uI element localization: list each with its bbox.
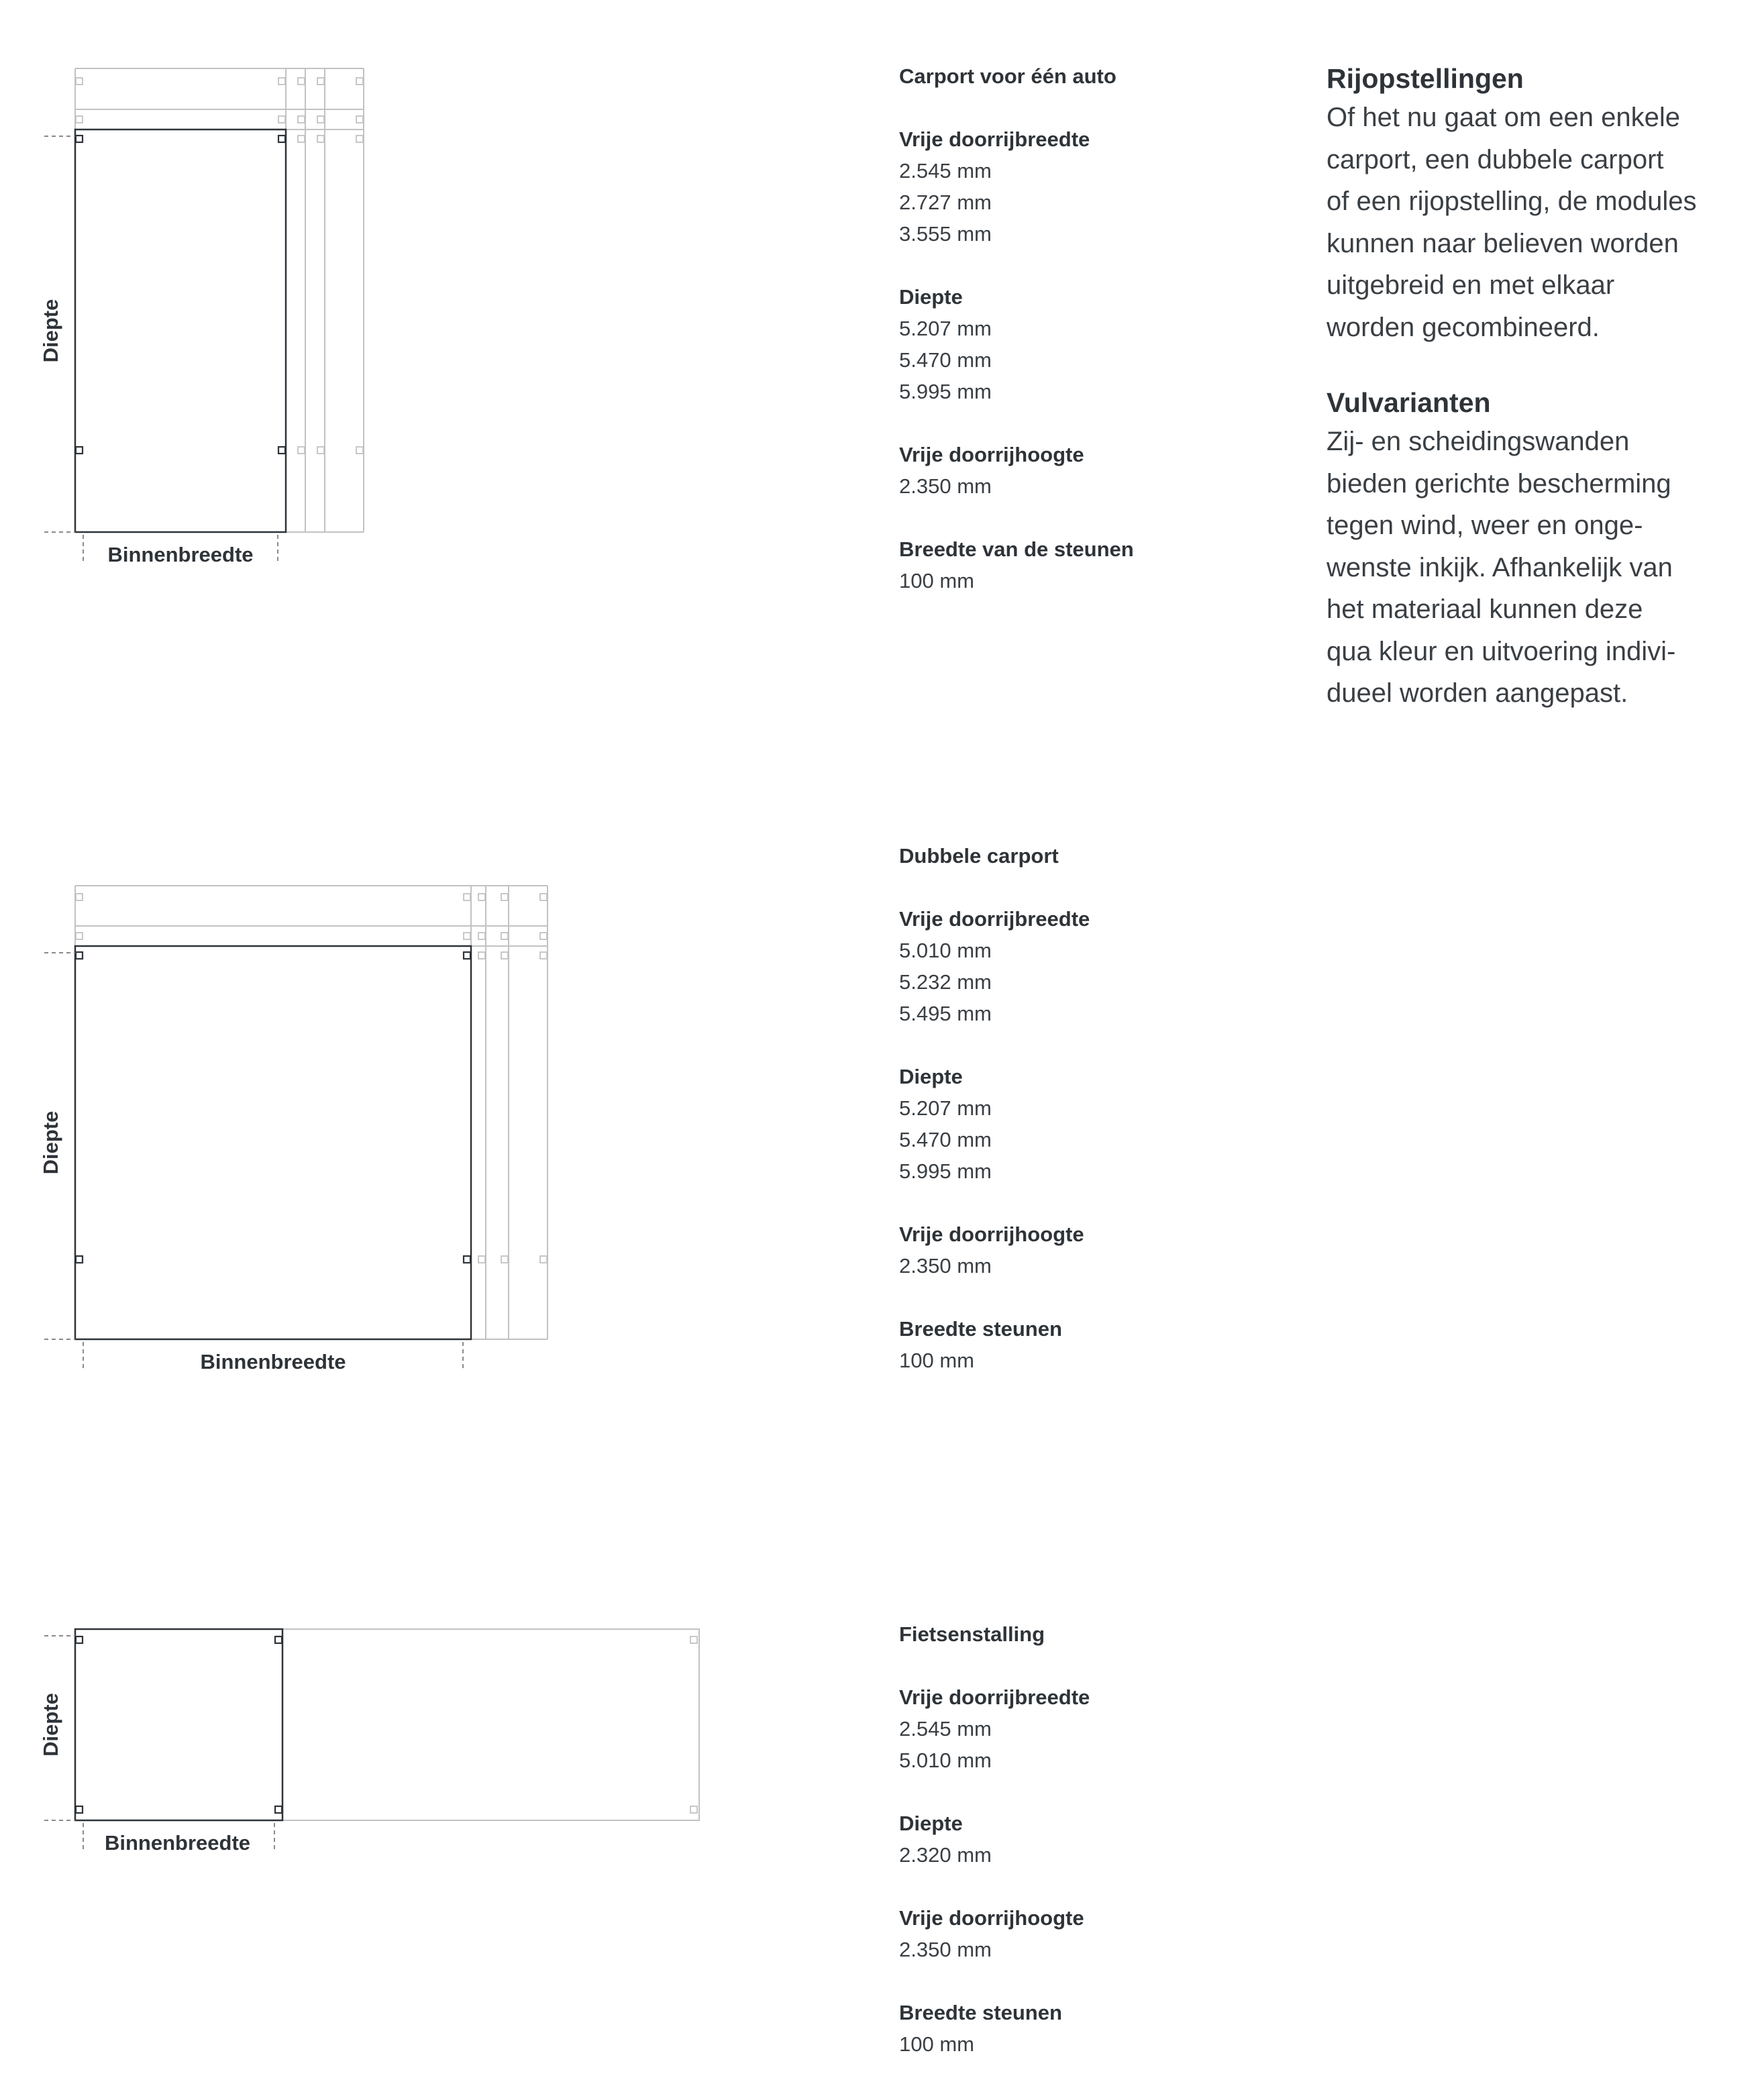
info-line: wenste inkijk. Afhankelijk van bbox=[1327, 552, 1673, 582]
spec-group-free-width bbox=[899, 123, 1275, 250]
spec-group-depth bbox=[899, 1808, 1275, 1871]
support-post bbox=[540, 952, 547, 959]
info-line: uitgebreid en met elkaar bbox=[1327, 270, 1615, 300]
spec-double-carport bbox=[899, 840, 1275, 1376]
support-post bbox=[76, 116, 83, 123]
spec-value: 5.207 mm bbox=[899, 317, 992, 340]
info-line: kunnen naar believen worden bbox=[1327, 228, 1679, 258]
main-outline bbox=[75, 129, 286, 532]
spec-value: 5.010 mm bbox=[899, 1749, 992, 1772]
spec-label: Breedte van de steunen bbox=[899, 537, 1134, 561]
support-post bbox=[690, 1636, 697, 1643]
support-post bbox=[76, 933, 83, 939]
support-post bbox=[501, 952, 508, 959]
spec-value: 2.350 mm bbox=[899, 1938, 992, 1961]
spec-group-free-height bbox=[899, 1218, 1275, 1282]
spec-value: 5.470 mm bbox=[899, 1128, 992, 1151]
spec-group-support-width bbox=[899, 1313, 1275, 1376]
support-post bbox=[278, 447, 285, 454]
support-post bbox=[501, 894, 508, 900]
support-post bbox=[501, 933, 508, 939]
info-line: Of het nu gaat om een enkele bbox=[1327, 103, 1681, 132]
support-post bbox=[76, 1636, 83, 1643]
spec-value: 2.350 mm bbox=[899, 474, 992, 498]
support-post bbox=[317, 78, 324, 85]
spec-value: 5.995 mm bbox=[899, 380, 992, 403]
support-post bbox=[76, 894, 83, 900]
spec-title: Fietsenstalling bbox=[899, 1622, 1045, 1646]
info-line: tegen wind, weer en onge- bbox=[1327, 511, 1643, 540]
spec-value: 100 mm bbox=[899, 2032, 974, 2056]
spec-label: Diepte bbox=[899, 1065, 963, 1088]
spec-value: 5.232 mm bbox=[899, 970, 992, 994]
spec-label: Vrije doorrijbreedte bbox=[899, 127, 1090, 151]
support-post bbox=[76, 78, 83, 85]
support-post bbox=[298, 136, 305, 142]
spec-group-free-height bbox=[899, 439, 1275, 502]
support-post bbox=[76, 1256, 83, 1263]
support-post bbox=[76, 447, 83, 454]
support-post bbox=[464, 952, 470, 959]
spec-group-free-height bbox=[899, 1902, 1275, 1965]
support-post bbox=[478, 933, 485, 939]
spec-group-support-width bbox=[899, 1997, 1275, 2060]
support-post bbox=[540, 933, 547, 939]
support-post bbox=[356, 136, 363, 142]
depth-label: Diepte bbox=[39, 1693, 62, 1757]
spec-value: 100 mm bbox=[899, 569, 974, 592]
spec-group-depth bbox=[899, 1061, 1275, 1187]
carport-diagrams bbox=[0, 0, 738, 1879]
spec-label: Vrije doorrijbreedte bbox=[899, 1685, 1090, 1709]
spec-label: Vrije doorrijhoogte bbox=[899, 1906, 1084, 1930]
support-post bbox=[317, 116, 324, 123]
spec-value: 5.495 mm bbox=[899, 1002, 992, 1025]
info-block-vulvarianten bbox=[1327, 384, 1756, 715]
support-post bbox=[278, 116, 285, 123]
support-post bbox=[478, 894, 485, 900]
width-label: Binnenbreedte bbox=[200, 1350, 346, 1373]
double-carport-diagram bbox=[39, 886, 548, 1373]
support-post bbox=[356, 447, 363, 454]
support-post bbox=[317, 447, 324, 454]
info-block-rijopstellingen bbox=[1327, 60, 1756, 348]
main-outline bbox=[75, 1629, 282, 1820]
width-label: Binnenbreedte bbox=[104, 1831, 251, 1855]
info-line: carport, een dubbele carport bbox=[1327, 144, 1664, 174]
main-outline bbox=[75, 946, 471, 1339]
spec-group-support-width bbox=[899, 533, 1275, 596]
support-post bbox=[464, 894, 470, 900]
spec-value: 5.207 mm bbox=[899, 1096, 992, 1120]
support-post bbox=[540, 894, 547, 900]
spec-value: 2.545 mm bbox=[899, 159, 992, 183]
info-heading: Vulvarianten bbox=[1327, 387, 1491, 418]
spec-value: 100 mm bbox=[899, 1349, 974, 1372]
spec-single-carport bbox=[899, 60, 1275, 596]
info-line: worden gecombineerd. bbox=[1327, 312, 1600, 342]
info-line: qua kleur en uitvoering indivi- bbox=[1327, 636, 1676, 666]
support-post bbox=[478, 952, 485, 959]
support-post bbox=[278, 136, 285, 142]
info-line: Zij- en scheidingswanden bbox=[1327, 427, 1630, 456]
spec-label: Vrije doorrijhoogte bbox=[899, 1223, 1084, 1246]
spec-label: Diepte bbox=[899, 285, 963, 309]
support-post bbox=[356, 116, 363, 123]
support-post bbox=[76, 1806, 83, 1813]
spec-value: 2.320 mm bbox=[899, 1843, 992, 1867]
info-line: het materiaal kunnen deze bbox=[1327, 594, 1643, 624]
spec-label: Breedte steunen bbox=[899, 2001, 1062, 2024]
spec-value: 5.470 mm bbox=[899, 348, 992, 372]
support-post bbox=[356, 78, 363, 85]
support-post bbox=[464, 933, 470, 939]
support-post bbox=[298, 116, 305, 123]
support-post bbox=[501, 1256, 508, 1263]
single-carport-diagram bbox=[39, 68, 364, 566]
width-label: Binnenbreedte bbox=[107, 543, 254, 566]
support-post bbox=[76, 952, 83, 959]
info-column bbox=[1327, 60, 1756, 715]
info-line: bieden gerichte bescherming bbox=[1327, 468, 1671, 499]
spec-label: Diepte bbox=[899, 1812, 963, 1835]
info-line: of een rijopstelling, de modules bbox=[1327, 187, 1697, 216]
support-post bbox=[76, 136, 83, 142]
bike-shelter-diagram bbox=[39, 1629, 699, 1855]
spec-title: Dubbele carport bbox=[899, 844, 1059, 868]
support-post bbox=[690, 1806, 697, 1813]
support-post bbox=[298, 78, 305, 85]
spec-value: 2.545 mm bbox=[899, 1717, 992, 1740]
spec-bike-shelter bbox=[899, 1618, 1275, 2060]
spec-group-free-width bbox=[899, 903, 1275, 1029]
support-post bbox=[478, 1256, 485, 1263]
support-post bbox=[298, 447, 305, 454]
spec-title: Carport voor één auto bbox=[899, 64, 1117, 88]
support-post bbox=[540, 1256, 547, 1263]
info-line: dueel worden aangepast. bbox=[1327, 678, 1628, 708]
depth-label: Diepte bbox=[39, 1110, 62, 1175]
spec-value: 5.010 mm bbox=[899, 939, 992, 962]
spec-group-free-width bbox=[899, 1681, 1275, 1776]
depth-label: Diepte bbox=[39, 299, 62, 363]
support-post bbox=[275, 1806, 282, 1813]
support-post bbox=[275, 1636, 282, 1643]
spec-value: 2.350 mm bbox=[899, 1254, 992, 1278]
spec-label: Vrije doorrijhoogte bbox=[899, 443, 1084, 466]
support-post bbox=[278, 78, 285, 85]
spec-label: Breedte steunen bbox=[899, 1317, 1062, 1341]
spec-label: Vrije doorrijbreedte bbox=[899, 907, 1090, 931]
spec-value: 5.995 mm bbox=[899, 1159, 992, 1183]
support-post bbox=[317, 136, 324, 142]
support-post bbox=[464, 1256, 470, 1263]
spec-group-depth bbox=[899, 281, 1275, 407]
info-heading: Rijopstellingen bbox=[1327, 63, 1524, 94]
spec-value: 2.727 mm bbox=[899, 191, 992, 214]
spec-value: 3.555 mm bbox=[899, 222, 992, 246]
extension-edge bbox=[282, 1629, 699, 1820]
